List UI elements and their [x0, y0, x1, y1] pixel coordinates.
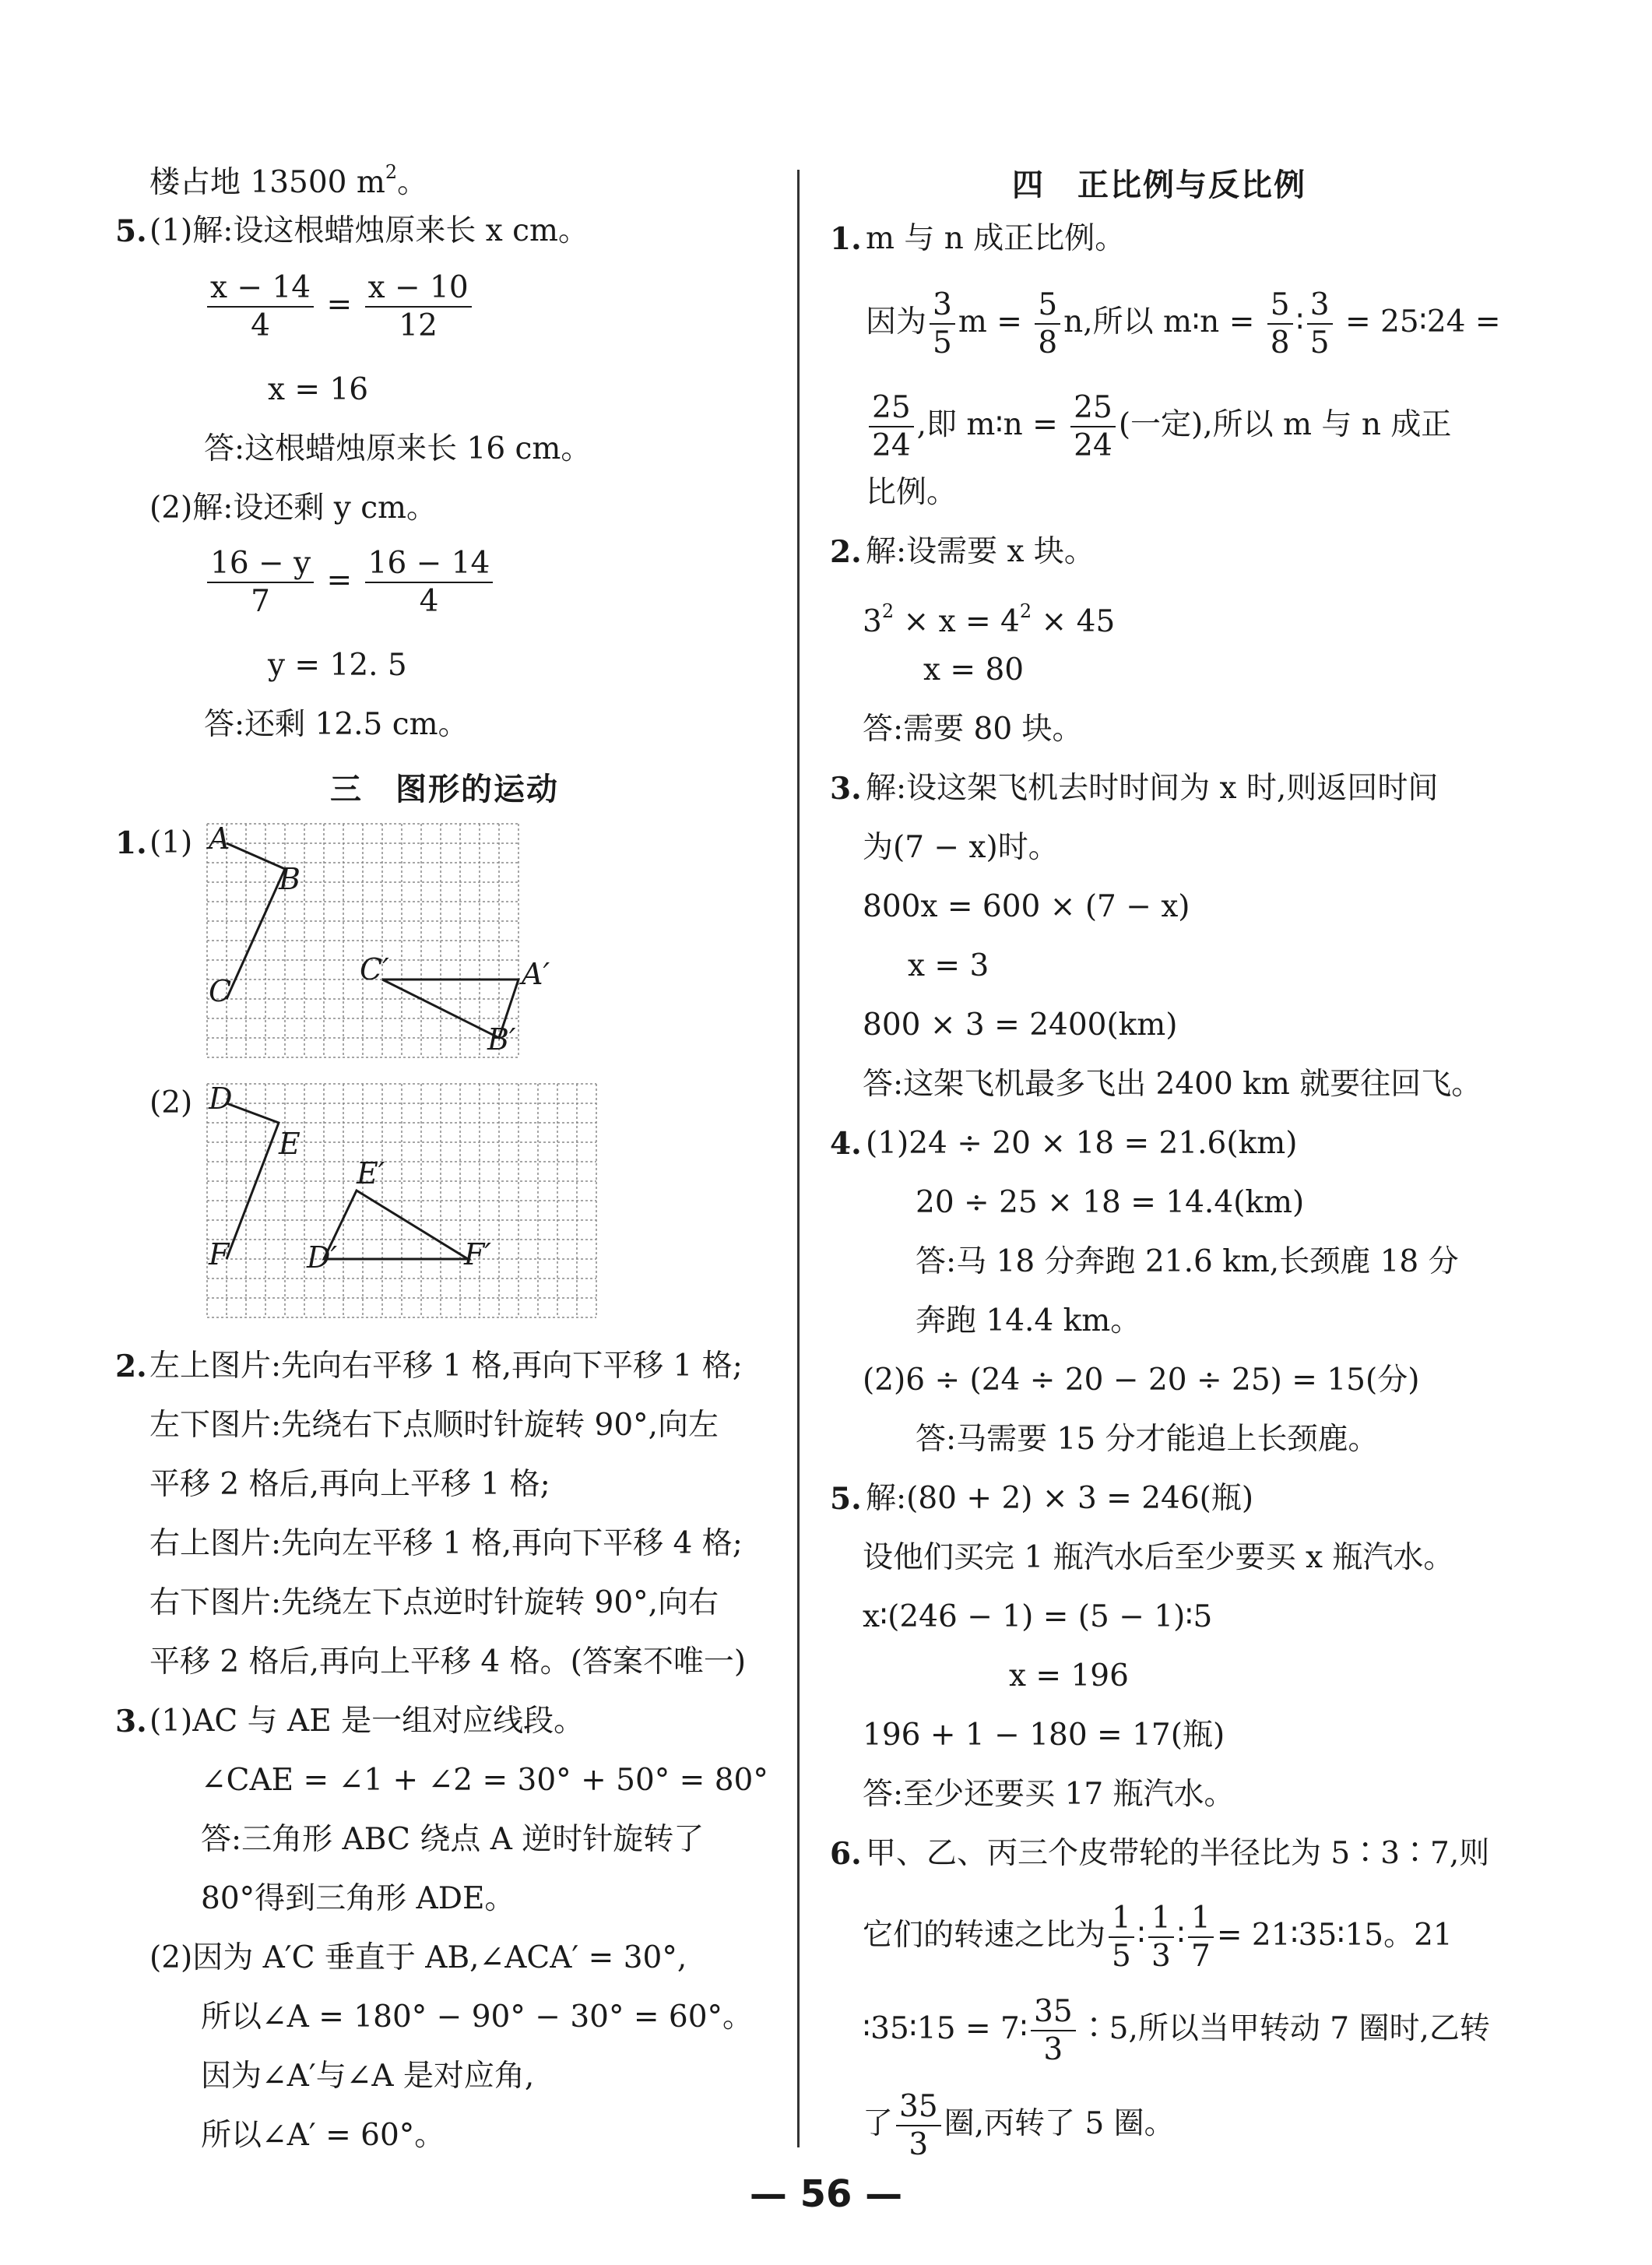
r4-line1: (1)24 ÷ 20 × 18 = 21.6(km)	[866, 1126, 1298, 1161]
q5-part2: (2)解:设还剩 y cm。	[149, 491, 438, 526]
grid-figure-1	[201, 821, 550, 1059]
label-D: D	[209, 1082, 233, 1116]
r4-line6: 答:马需要 15 分才能追上长颈鹿。	[916, 1422, 1379, 1457]
label-E: E	[279, 1127, 301, 1161]
label-F: F	[209, 1237, 230, 1271]
r6-line2: 它们的转速之比为 $\frac{1}{5}$ ∶ $\frac{1}{3}$ ∶ $\frac{1}{7}$ = 21∶35∶15。21	[863, 1901, 1453, 1974]
r6-line4: 了 $\frac{35}{3}$ 圈,丙转了 5 圈。	[863, 2089, 1175, 2162]
p3-line5: (2)因为 A′C 垂直于 AB,∠ACA′ = 30°,	[149, 1940, 687, 1975]
r2-line1: 解:设需要 x 块。	[866, 534, 1095, 569]
p2-line4: 右上图片:先向左平移 1 格,再向下平移 4 格;	[149, 1526, 743, 1561]
g1-label: (1)	[149, 825, 193, 860]
q5-number: 5.	[115, 213, 147, 249]
r5-line4: x = 196	[1009, 1658, 1129, 1693]
continuation-line: 楼占地 13500 $m^2$。	[149, 161, 428, 200]
p2-line5: 右下图片:先绕左下点逆时针旋转 90°,向右	[149, 1585, 719, 1620]
r4-line4: 奔跑 14.4 km。	[916, 1303, 1141, 1338]
q5-equation1: $\frac{x - 14}{4}$ = $\frac{x - 10}{12}$	[204, 273, 475, 341]
r3-line4: x = 3	[908, 948, 989, 983]
g1-number: 1.	[115, 825, 147, 861]
label-C: C	[209, 974, 232, 1008]
section3-title: 三 图形的运动	[330, 772, 559, 807]
r6-line3: ∶35∶15 = 7∶ $\frac{35}{3}$ ∶5,所以当甲转动 7 圈时,乙转	[863, 1994, 1490, 2067]
r6-line1: 甲、乙、丙三个皮带轮的半径比为 5∶3∶7,则	[866, 1836, 1490, 1871]
r5-line2: 设他们买完 1 瓶汽水后至少要买 x 瓶汽水。	[863, 1540, 1454, 1575]
r3-line6: 答:这架飞机最多飞出 2400 km 就要往回飞。	[863, 1067, 1482, 1102]
g2-label: (2)	[149, 1085, 193, 1120]
label-Bp: B′	[487, 1022, 516, 1057]
p2-line1: 左上图片:先向右平移 1 格,再向下平移 1 格;	[149, 1349, 743, 1384]
r1-number: 1.	[830, 221, 862, 257]
r2-line2: $3^2 \times x = 4^2 \times 45$	[863, 600, 1116, 639]
p2-line2: 左下图片:先绕右下点顺时针旋转 90°,向左	[149, 1408, 719, 1443]
p3-line6: 所以∠A = 180° − 90° − 30° = 60°。	[201, 1999, 754, 2035]
p2-line6: 平移 2 格后,再向上平移 4 格。(答案不唯一)	[149, 1644, 747, 1679]
r4-line5: (2)6 ÷ (24 ÷ 20 − 20 ÷ 25) = 15(分)	[863, 1363, 1420, 1398]
label-Ap: A′	[522, 957, 550, 991]
p2-line3: 平移 2 格后,再向上平移 1 格;	[149, 1467, 550, 1502]
p3-line1: (1)AC 与 AE 是一组对应线段。	[149, 1704, 585, 1739]
r3-line3: 800x = 600 × (7 − x)	[863, 889, 1190, 924]
r2-number: 2.	[830, 534, 862, 570]
page-number: — 56 —	[749, 2172, 903, 2216]
r2-line4: 答:需要 80 块。	[863, 712, 1083, 747]
label-Cp: C′	[360, 952, 389, 987]
r5-number: 5.	[830, 1481, 862, 1517]
label-Dp: D′	[307, 1240, 338, 1275]
q5-x-value: x = 16	[268, 372, 369, 407]
label-Ep: E′	[357, 1156, 385, 1191]
grid-figure-2	[201, 1084, 599, 1319]
p2-number: 2.	[115, 1349, 147, 1384]
section4-title: 四 正比例与反比例	[1012, 167, 1306, 203]
r1-line3: $\frac{25}{24}$ ,即 m∶n = $\frac{25}{24}$ (一定),所以 m 与 n 成正	[866, 392, 1451, 461]
q5-answer1: 答:这根蜡烛原来长 16 cm。	[204, 431, 592, 466]
r3-number: 3.	[830, 771, 862, 807]
r3-line2: 为(7 − x)时。	[863, 830, 1059, 865]
q5-answer2: 答:还剩 12.5 cm。	[204, 707, 469, 742]
r5-line5: 196 + 1 − 180 = 17(瓶)	[863, 1718, 1225, 1753]
r4-line2: 20 ÷ 25 × 18 = 14.4(km)	[916, 1185, 1305, 1220]
r3-line1: 解:设这架飞机去时时间为 x 时,则返回时间	[866, 771, 1439, 806]
column-divider	[797, 170, 800, 2147]
r1-line4: 比例。	[866, 475, 958, 510]
label-B: B	[279, 862, 301, 896]
label-A: A	[209, 821, 230, 856]
r1-line1: m 与 n 成正比例。	[866, 221, 1126, 256]
p3-number: 3.	[115, 1704, 147, 1739]
q5-part1: (1)解:设这根蜡烛原来长 x cm。	[149, 213, 589, 248]
r1-line2: 因为 $\frac{3}{5}$ m = $\frac{5}{8}$ n,所以 m∶n = $\frac{5}{8}$ ∶ $\frac{3}{5}$ = 25∶24 =	[866, 287, 1501, 361]
r5-line3: x∶(246 − 1) = (5 − 1)∶5	[863, 1599, 1213, 1634]
r6-number: 6.	[830, 1836, 862, 1872]
r4-number: 4.	[830, 1126, 862, 1162]
p3-line3: 答:三角形 ABC 绕点 A 逆时针旋转了	[201, 1822, 705, 1857]
r3-line5: 800 × 3 = 2400(km)	[863, 1008, 1178, 1043]
p3-line7: 因为∠A′与∠A 是对应角,	[201, 2059, 535, 2094]
q5-y-value: y = 12. 5	[268, 648, 407, 683]
r2-line3: x = 80	[923, 652, 1025, 688]
label-Fp: F′	[464, 1237, 491, 1271]
r5-line6: 答:至少还要买 17 瓶汽水。	[863, 1777, 1235, 1812]
r5-line1: 解:(80 + 2) × 3 = 246(瓶)	[866, 1481, 1254, 1516]
p3-line4: 80°得到三角形 ADE。	[201, 1881, 515, 1916]
q5-equation2: $\frac{16 - y}{7}$ = $\frac{16 - 14}{4}$	[204, 548, 496, 617]
p3-line8: 所以∠A′ = 60°。	[201, 2118, 445, 2153]
r4-line3: 答:马 18 分奔跑 21.6 km,长颈鹿 18 分	[916, 1244, 1459, 1279]
p3-line2: ∠CAE = ∠1 + ∠2 = 30° + 50° = 80°	[201, 1763, 768, 1798]
